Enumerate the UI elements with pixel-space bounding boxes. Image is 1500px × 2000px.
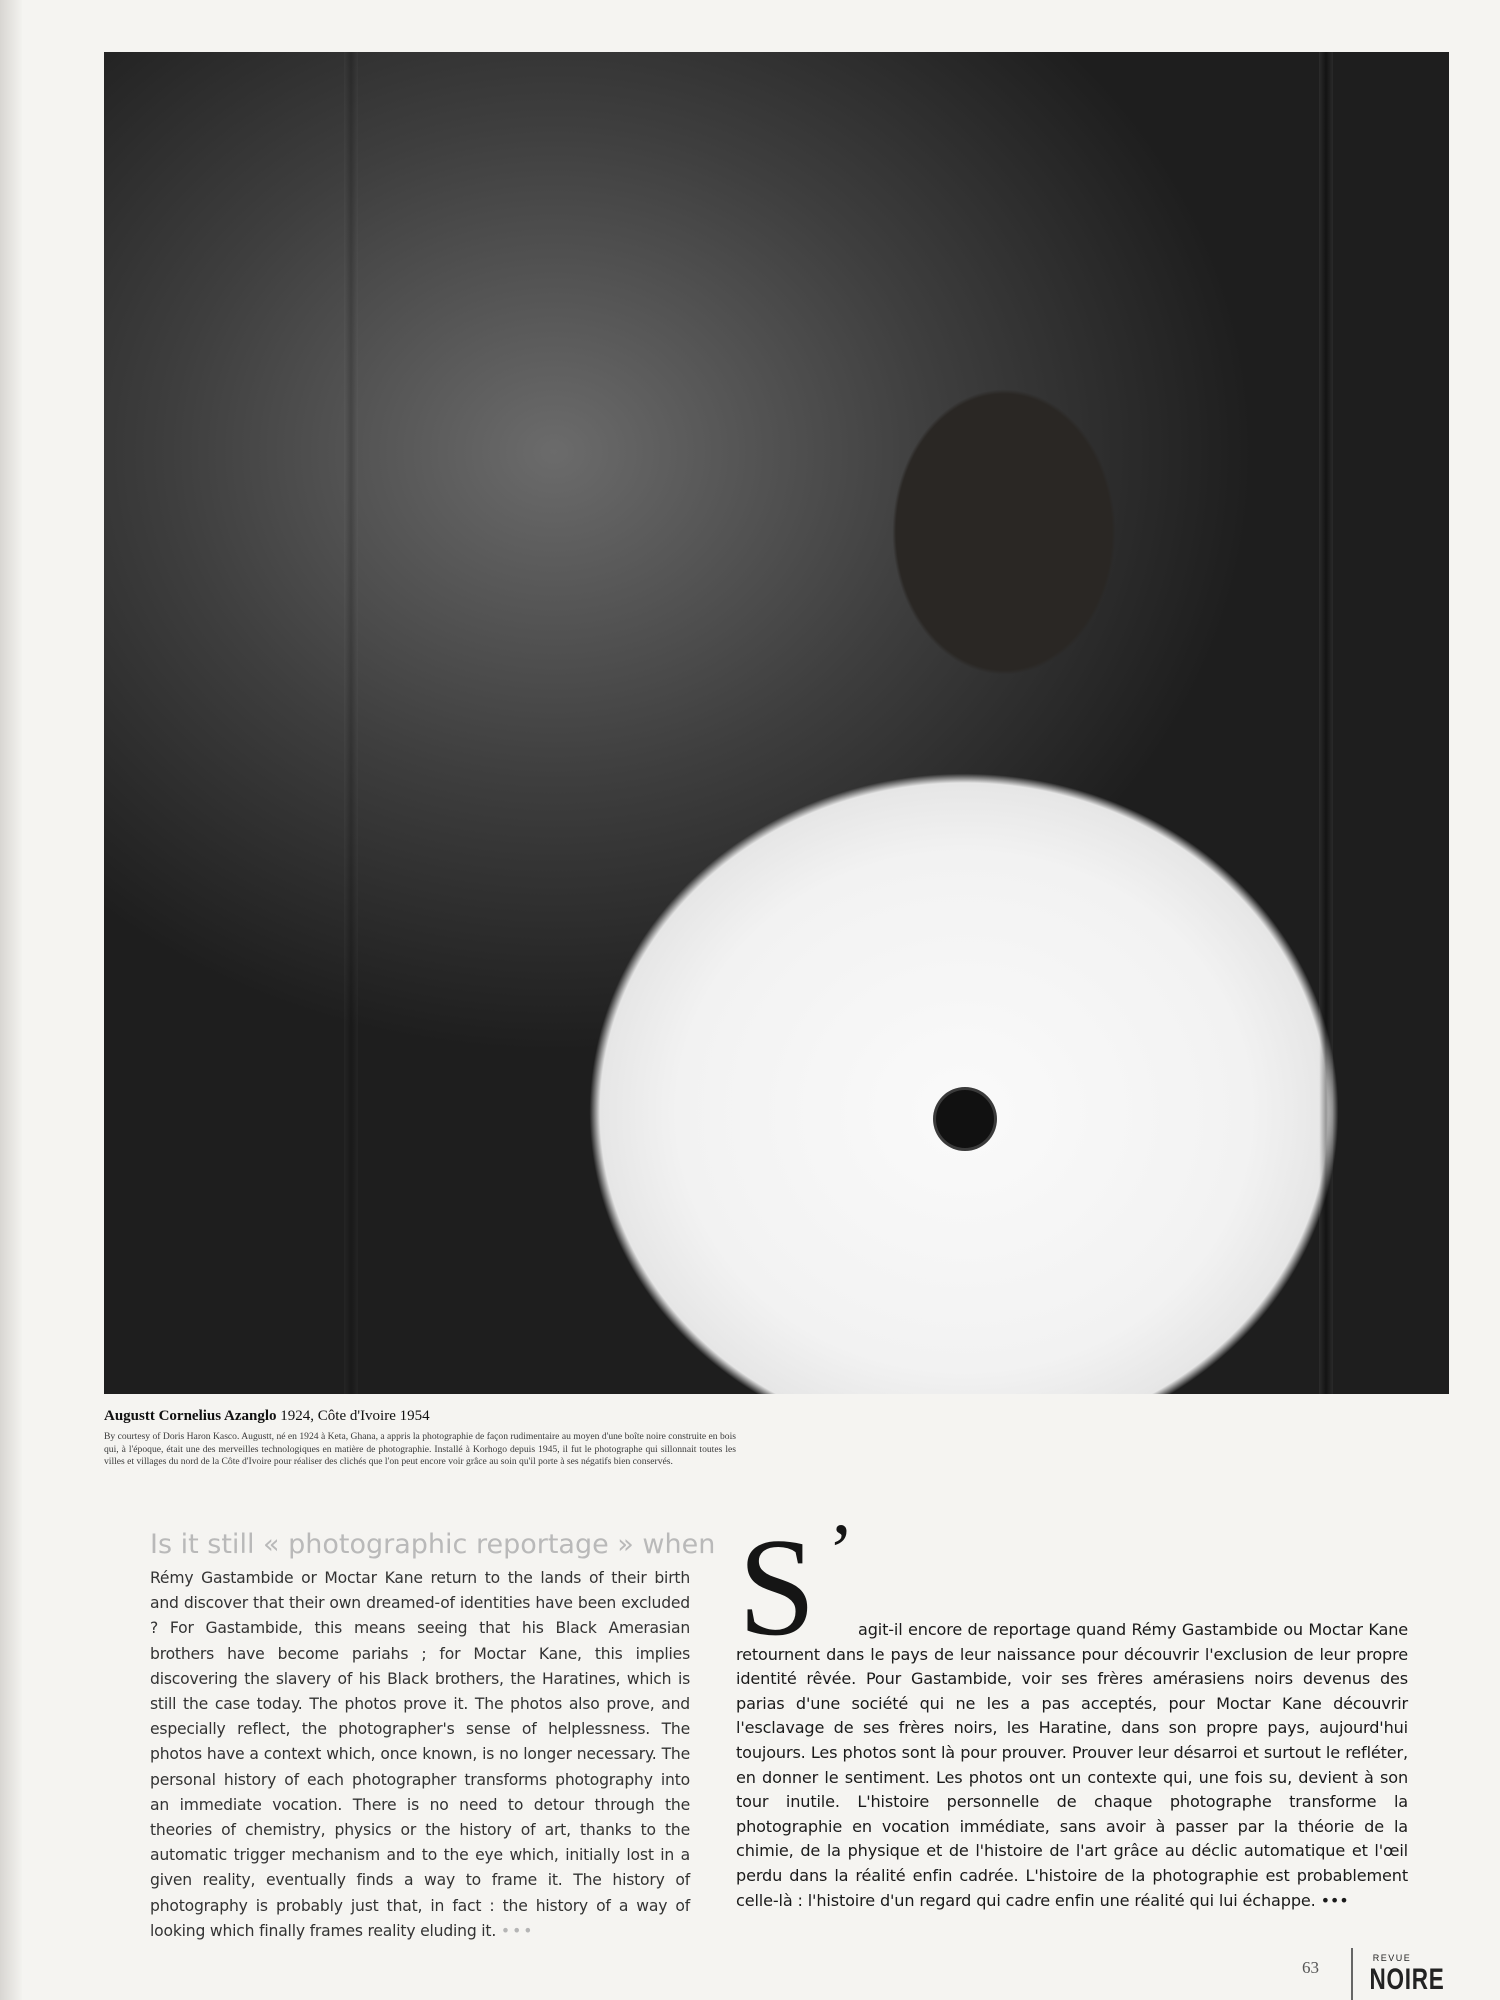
photo-caption-body: By courtesy of Doris Haron Kasco. Augustt, né en 1924 à Keta, Ghana, a appris la photographie de façon rudimentaire au moyen d'une boîte noire construite en bois qui, à l'époque, était une des merveilles technologiques en matière de photographie. Installé à Korhogo depuis 1945, il fut le photographe qui sillonnait toutes les villes et villages du nord de la Côte d'Ivoire pour réaliser des clichés que l'on peut encore voir grâce au soin qu'il porte à ses négatifs bien conservés. — [104, 1431, 736, 1468]
english-end-mark: ••• — [500, 1921, 535, 1940]
english-column — [150, 1528, 716, 1944]
drop-cap-apostrophe: ’ — [828, 1507, 854, 1594]
page-number: 63 — [1302, 1958, 1319, 1977]
english-lead: Is it still « photographic reportage » when — [150, 1529, 716, 1560]
coat-button — [936, 1090, 994, 1148]
page-edge — [0, 0, 22, 2000]
french-end-mark: ••• — [1320, 1890, 1349, 1910]
folio-divider — [1351, 1948, 1353, 2000]
logo-top-text: REVUE — [1372, 1953, 1412, 1963]
drop-cap: S — [738, 1510, 816, 1665]
photographer-name: Augustt Cornelius Azanglo — [104, 1408, 277, 1424]
magazine-logo — [1362, 1953, 1445, 2000]
french-body: agit-il encore de reportage quand Rémy Gastambide ou Moctar Kane retournent dans le pays de leur naissance pour découvrir l'exclusion de leur propre identité rêvée. Pour Gastambide, voir ses frères amérasiens noirs devenus des parias d'une société qui ne les a pas acceptés, pour Moctar Kane découvrir l'esclavage de ses frères noirs, les Haratine, dans son propre pays, aujourd'hui toujours. Les photos sont là pour prouver. Prouver leur désarroi et surtout le refléter, en donner le sentiment. Les photos ont un contexte qui, une fois su, devient à son tour inutile. L'histoire personnelle de chaque photographe transforme la photographie en vocation immédiate, sans avoir à passer par la théorie de la chimie, de la physique et de l'histoire de l'art grâce au déclic automatique et l'œil perdu dans la réalité enfin cadrée. L'histoire de la photographie est probablement celle-là : l'histoire d'un regard qui cadre enfin une réalité qui lui échappe. — [736, 1620, 1408, 1910]
french-column — [736, 1618, 1408, 1913]
backdrop-fold — [1319, 52, 1333, 1394]
portrait-photo — [104, 52, 1449, 1394]
logo-bottom-text: NOIRE — [1369, 1963, 1445, 1996]
photo-details: 1924, Côte d'Ivoire 1954 — [276, 1408, 430, 1424]
english-body: Rémy Gastambide or Moctar Kane return to the lands of their birth and discover that their own dreamed-of identities have been excluded ? For Gastambide, this means seeing that his Black Amerasian brothers have become pariahs ; for Moctar Kane, this implies discovering the slavery of his Black brothers, the Haratines, which is still the case today. The photos prove it. The photos also prove, and especially reflect, the photographer's sense of helplessness. The photos have a context which, once known, is no longer necessary. The personal history of each photographer transforms photography into an immediate vocation. There is no need to detour through the theories of chemistry, physics or the history of art, thanks to the automatic trigger mechanism and to the eye which, initially lost in a given reality, eventually finds a way to frame it. The history of photography is probably just that, in fact : the history of a way of looking which finally frames reality eluding it. — [150, 1569, 690, 1940]
backdrop-fold — [344, 52, 358, 1394]
photo-caption-title — [104, 1408, 430, 1425]
